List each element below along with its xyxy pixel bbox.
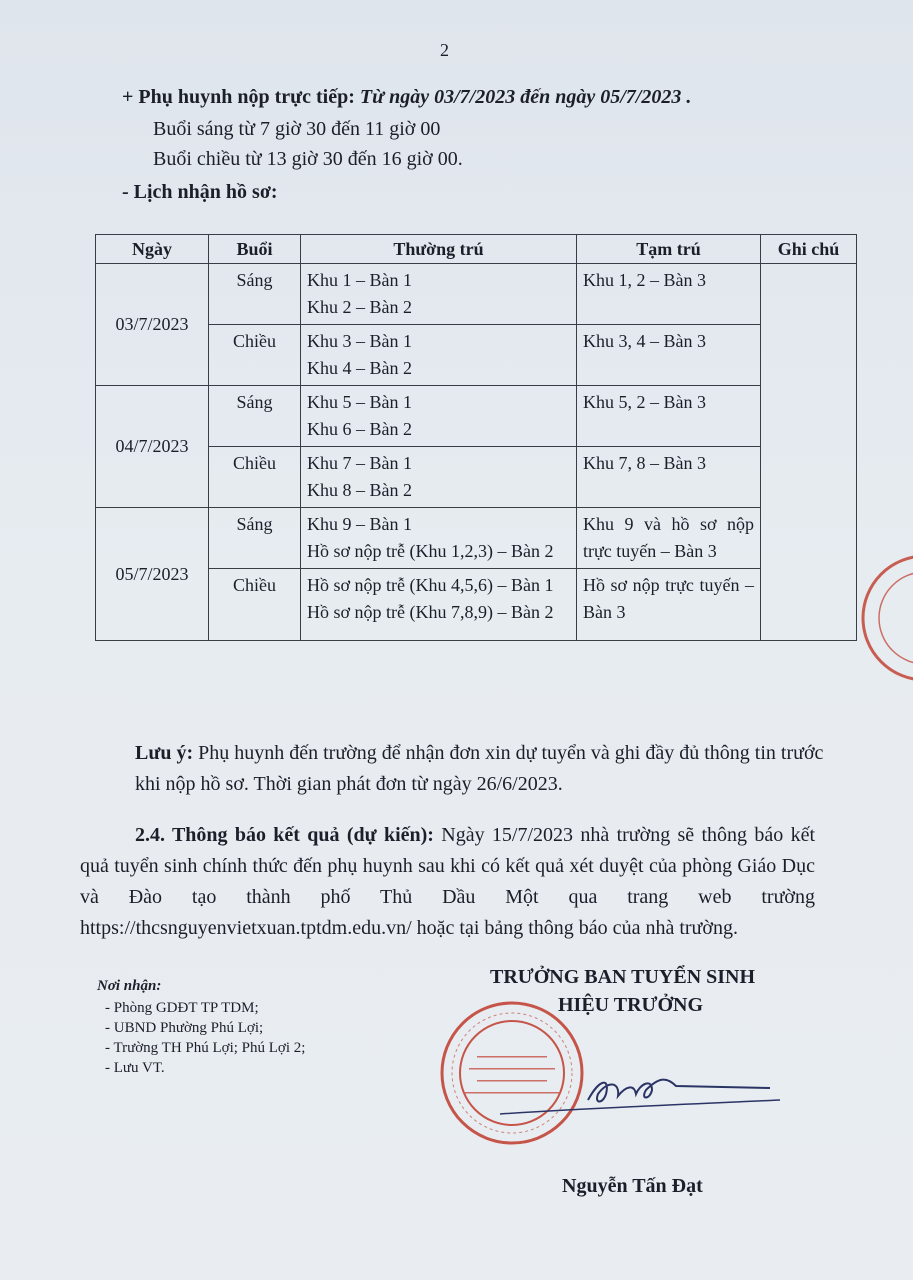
submission-line [122,86,691,109]
permanent-line: Khu 6 – Bàn 2 [307,419,412,439]
result-paragraph [80,820,815,944]
permanent-line: Khu 1 – Bàn 1 [307,270,412,290]
edge-stamp [855,548,913,688]
header-session: Buổi [209,235,301,264]
list-item: - Lưu VT. [105,1058,305,1078]
list-item: - UBND Phường Phú Lợi; [105,1018,305,1038]
permanent-cell [301,386,577,447]
permanent-line: Khu 3 – Bàn 1 [307,331,412,351]
result-text: Ngày 15/7/2023 nhà trường sẽ thông báo kết quả tuyển sinh chính thức đến phụ huynh sau khi có kết quả xét duyệt của phòng Giáo Dục và Đào tạo thành phố Thủ Dầu Một qua trang web trường https://thcsnguyenvietxuan.tptdm.edu.vn/ hoặc tại bảng thông báo của nhà trường. [80,824,816,939]
header-date: Ngày [96,235,209,264]
table-row [96,447,857,508]
recipients-list [105,998,305,1078]
session-cell: Sáng [209,508,301,569]
permanent-cell [301,508,577,569]
signer-name: Nguyễn Tấn Đạt [562,1175,703,1197]
table-header-row [96,235,857,264]
permanent-line: Hồ sơ nộp trễ (Khu 7,8,9) – Bàn 2 [307,602,554,622]
permanent-line: Hồ sơ nộp trễ (Khu 1,2,3) – Bàn 2 [307,541,554,561]
signature-title: TRƯỞNG BAN TUYỂN SINH [490,966,756,988]
header-temporary: Tạm trú [577,235,761,264]
permanent-line: Hồ sơ nộp trễ (Khu 4,5,6) – Bàn 1 [307,575,554,595]
note-cell [761,264,857,641]
list-item: - Phòng GDĐT TP TDM; [105,998,305,1018]
morning-hours: Buổi sáng từ 7 giờ 30 đến 11 giờ 00 [153,118,441,140]
page-number: 2 [440,40,449,60]
table-row [96,569,857,641]
permanent-line: Khu 8 – Bàn 2 [307,480,412,500]
schedule-table [95,234,857,641]
signature-role: HIỆU TRƯỞNG [558,994,704,1016]
temporary-cell: Khu 9 và hồ sơ nộp trực tuyến – Bàn 3 [577,508,761,569]
date-cell: 04/7/2023 [96,386,209,508]
session-cell: Chiều [209,325,301,386]
permanent-line: Khu 2 – Bàn 2 [307,297,412,317]
result-heading: 2.4. Thông báo kết quả (dự kiến): [135,824,434,846]
submission-label: + Phụ huynh nộp trực tiếp: [122,86,355,108]
table-row [96,508,857,569]
session-cell: Sáng [209,386,301,447]
session-cell: Chiều [209,447,301,508]
temporary-cell: Khu 1, 2 – Bàn 3 [577,264,761,325]
note-text: Phụ huynh đến trường để nhận đơn xin dự tuyển và ghi đầy đủ thông tin trước khi nộp hồ sơ. Thời gian phát đơn từ ngày 26/6/2023. [135,742,824,795]
temporary-cell: Khu 5, 2 – Bàn 3 [577,386,761,447]
note-paragraph [135,738,835,800]
permanent-cell [301,264,577,325]
header-note: Ghi chú [761,235,857,264]
recipients-title: Nơi nhận: [97,978,162,994]
permanent-line: Khu 9 – Bàn 1 [307,514,412,534]
permanent-line: Khu 5 – Bàn 1 [307,392,412,412]
date-cell: 05/7/2023 [96,508,209,641]
afternoon-hours: Buổi chiều từ 13 giờ 30 đến 16 giờ 00. [153,148,463,170]
table-row [96,325,857,386]
note-label: Lưu ý: [135,742,194,764]
permanent-cell [301,569,577,641]
permanent-line: Khu 4 – Bàn 2 [307,358,412,378]
table-row [96,264,857,325]
permanent-cell [301,447,577,508]
temporary-cell: Khu 3, 4 – Bàn 3 [577,325,761,386]
list-item: - Trường TH Phú Lợi; Phú Lợi 2; [105,1038,305,1058]
session-cell: Chiều [209,569,301,641]
schedule-title: - Lịch nhận hồ sơ: [122,181,278,203]
permanent-line: Khu 7 – Bàn 1 [307,453,412,473]
date-cell: 03/7/2023 [96,264,209,386]
handwritten-signature [470,1060,800,1120]
submission-period: Từ ngày 03/7/2023 đến ngày 05/7/2023 . [359,86,692,108]
temporary-cell: Hồ sơ nộp trực tuyến – Bàn 3 [577,569,761,641]
temporary-cell: Khu 7, 8 – Bàn 3 [577,447,761,508]
header-permanent: Thường trú [301,235,577,264]
session-cell: Sáng [209,264,301,325]
table-row [96,386,857,447]
permanent-cell [301,325,577,386]
